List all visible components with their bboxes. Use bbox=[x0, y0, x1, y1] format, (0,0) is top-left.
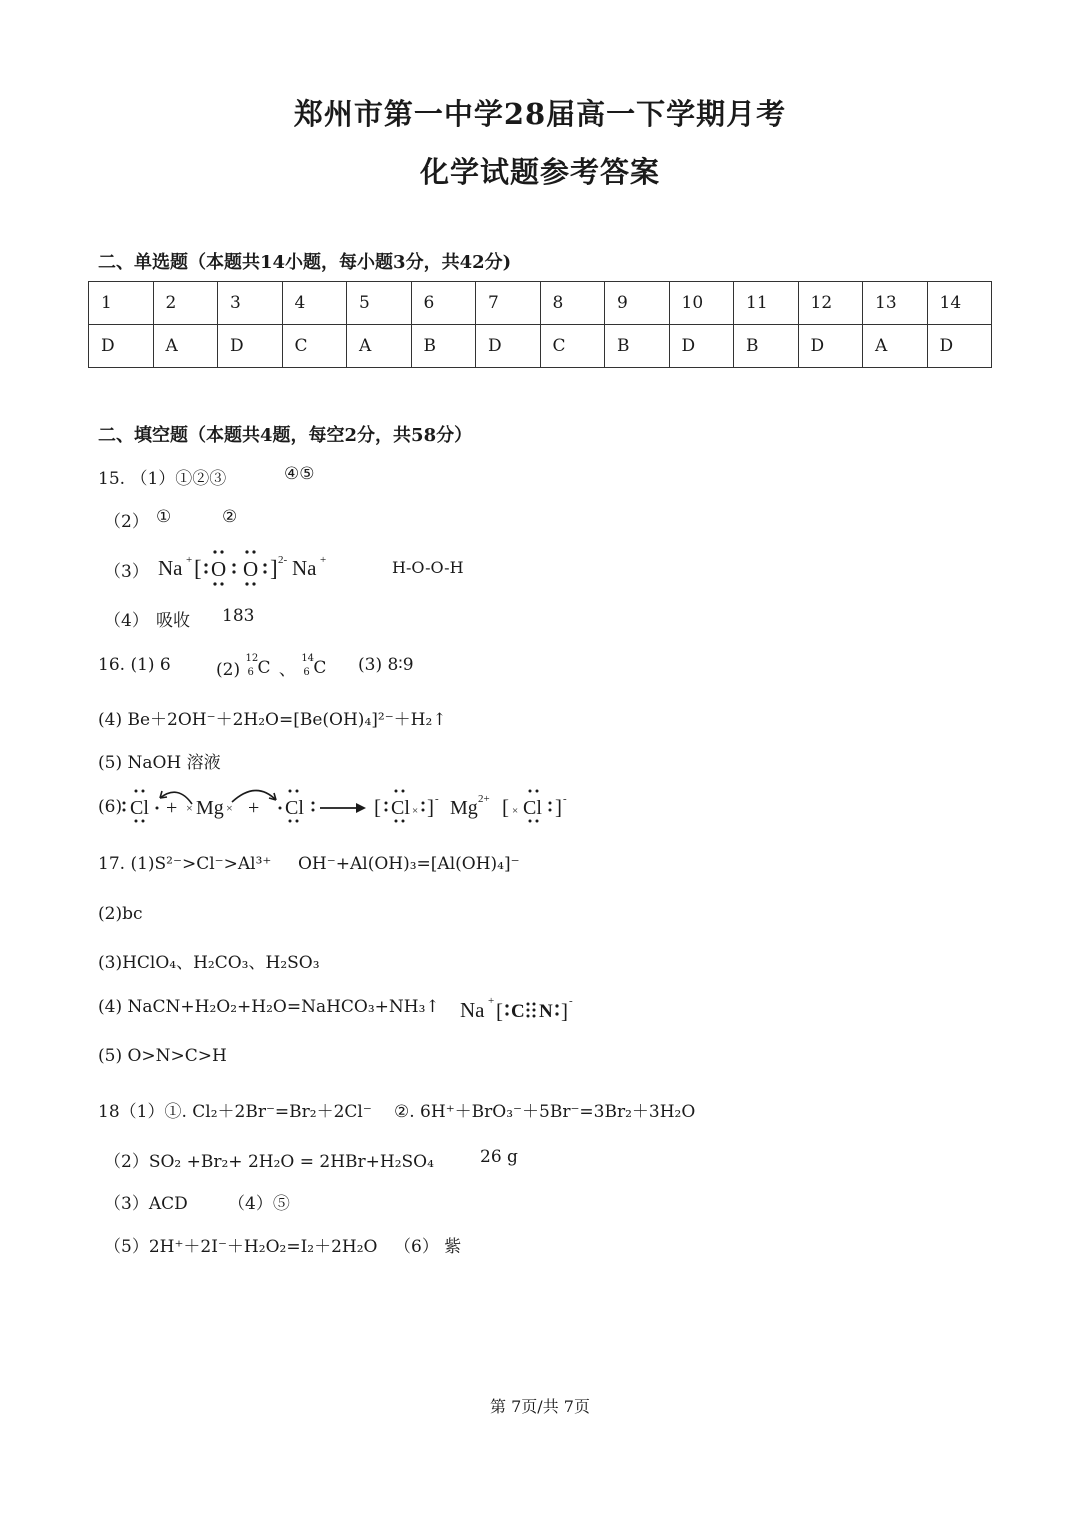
svg-text:+: + bbox=[166, 797, 178, 819]
svg-text:Na: Na bbox=[460, 998, 485, 1022]
q18-1-answer-a: 18（1）①. Cl₂＋2Br⁻=Br₂＋2Cl⁻ bbox=[98, 1102, 372, 1122]
svg-text:Na: Na bbox=[292, 556, 317, 580]
q18-4-answer: （4）⑤ bbox=[228, 1194, 290, 1214]
q17-4-answer: (4) NaCN+H₂O₂+H₂O=NaHCO₃+NH₃↑ bbox=[98, 997, 440, 1017]
table-cell-answer: D bbox=[798, 325, 863, 368]
q16-6-label: (6) bbox=[98, 797, 123, 817]
svg-text:×: × bbox=[512, 805, 519, 817]
q15-4-answer-a: 吸收 bbox=[156, 611, 190, 631]
q17-5-answer: (5) O>N>C>H bbox=[98, 1046, 227, 1066]
q17-2-answer: (2)bc bbox=[98, 904, 143, 924]
q15-3-answer-b: H-O-O-H bbox=[392, 558, 464, 577]
svg-text:[: [ bbox=[374, 795, 381, 819]
section-heading-mc: 二、单选题（本题共14小题，每小题3分，共42分) bbox=[98, 252, 512, 273]
svg-text:×: × bbox=[226, 801, 233, 815]
page-footer: 第 7页/共 7页 bbox=[490, 1397, 590, 1416]
q15-1-answer-a: ①②③ bbox=[175, 469, 227, 489]
table-cell-number: 4 bbox=[282, 282, 347, 325]
q15-3-label: （3） bbox=[104, 562, 149, 582]
carbon-14-isotope: 14 6 C bbox=[301, 653, 327, 678]
q15-2-label: （2） bbox=[104, 512, 149, 532]
q15-2-answer-b: ② bbox=[222, 507, 238, 527]
svg-text:-: - bbox=[569, 995, 573, 1007]
q17-1-answer-b: OH⁻+Al(OH)₃=[Al(OH)₄]⁻ bbox=[298, 854, 520, 874]
q15-label: 15. （1） bbox=[98, 469, 176, 489]
table-cell-number: 1 bbox=[89, 282, 154, 325]
sodium-peroxide-electron-formula bbox=[156, 541, 346, 591]
q18-2-answer-a: （2）SO₂ +Br₂+ 2H₂O = 2HBr+H₂SO₄ bbox=[104, 1152, 434, 1172]
table-cell-number: 6 bbox=[411, 282, 476, 325]
table-cell-answer: D bbox=[476, 325, 541, 368]
q16-2-answer: (2) 12 6 C 、 14 6 C bbox=[216, 655, 329, 680]
q16-4-answer: (4) Be＋2OH⁻＋2H₂O=[Be(OH)₄]²⁻＋H₂↑ bbox=[98, 710, 447, 730]
answer-table bbox=[88, 281, 992, 368]
table-cell-number: 7 bbox=[476, 282, 541, 325]
svg-text:+: + bbox=[488, 995, 495, 1007]
svg-text:+: + bbox=[186, 554, 193, 566]
svg-text:O: O bbox=[243, 557, 259, 581]
svg-text:×: × bbox=[412, 805, 419, 817]
table-cell-number: 8 bbox=[540, 282, 605, 325]
sodium-cyanide-electron-formula bbox=[458, 990, 588, 1026]
svg-text:Na: Na bbox=[158, 556, 183, 580]
table-cell-answer: B bbox=[605, 325, 670, 368]
table-cell-number: 2 bbox=[153, 282, 218, 325]
svg-text:Cl: Cl bbox=[285, 797, 304, 819]
table-cell-number: 12 bbox=[798, 282, 863, 325]
q15-4-label: （4） bbox=[104, 611, 149, 631]
table-cell-answer: C bbox=[282, 325, 347, 368]
table-cell-answer: A bbox=[863, 325, 928, 368]
svg-text:2-: 2- bbox=[278, 554, 288, 566]
table-row-numbers bbox=[89, 282, 992, 325]
table-cell-answer: D bbox=[669, 325, 734, 368]
table-cell-number: 5 bbox=[347, 282, 412, 325]
q15-4-answer-b: 183 bbox=[222, 606, 255, 626]
svg-text:Cl: Cl bbox=[523, 797, 542, 819]
table-cell-number: 14 bbox=[927, 282, 992, 325]
svg-text:Cl: Cl bbox=[130, 797, 149, 819]
svg-text:Mg: Mg bbox=[196, 797, 224, 819]
q17-3-answer: (3)HClO₄、H₂CO₃、H₂SO₃ bbox=[98, 953, 320, 973]
q18-3-answer: （3）ACD bbox=[104, 1194, 188, 1214]
q15-line-1 bbox=[98, 464, 226, 489]
q16-3-answer: (3) 8∶9 bbox=[358, 655, 414, 675]
table-cell-number: 3 bbox=[218, 282, 283, 325]
q18-6-answer: （6） 紫 bbox=[394, 1237, 462, 1257]
table-cell-answer: D bbox=[89, 325, 154, 368]
table-cell-answer: D bbox=[927, 325, 992, 368]
svg-text:O: O bbox=[211, 557, 227, 581]
svg-text:]: ] bbox=[270, 556, 278, 581]
svg-text:2+: 2+ bbox=[478, 793, 490, 805]
q16-5-answer: (5) NaOH 溶液 bbox=[98, 753, 221, 773]
svg-text:]: ] bbox=[561, 999, 568, 1023]
table-cell-number: 13 bbox=[863, 282, 928, 325]
q16-1-answer: 16. (1) 6 bbox=[98, 655, 171, 675]
svg-text:-: - bbox=[563, 793, 567, 805]
svg-text:+: + bbox=[248, 797, 260, 819]
svg-text:-: - bbox=[435, 793, 439, 805]
svg-text:[: [ bbox=[194, 556, 202, 581]
q18-2-answer-b: 26 g bbox=[480, 1147, 518, 1167]
table-row-answers bbox=[89, 325, 992, 368]
svg-text:Mg: Mg bbox=[450, 797, 478, 819]
q15-2-answer-a: ① bbox=[156, 507, 172, 527]
table-cell-answer: B bbox=[734, 325, 799, 368]
svg-text:]: ] bbox=[427, 795, 434, 819]
mgcl2-formation-diagram bbox=[120, 778, 590, 830]
q16-2-label: (2) bbox=[216, 660, 241, 680]
q18-1-answer-b: ②. 6H⁺＋BrO₃⁻＋5Br⁻=3Br₂＋3H₂O bbox=[394, 1102, 696, 1122]
svg-text:C: C bbox=[511, 1001, 525, 1022]
svg-text:Cl: Cl bbox=[391, 797, 410, 819]
svg-text:]: ] bbox=[555, 795, 562, 819]
table-cell-answer: A bbox=[153, 325, 218, 368]
svg-text:×: × bbox=[186, 801, 193, 815]
table-cell-answer: D bbox=[218, 325, 283, 368]
table-cell-number: 9 bbox=[605, 282, 670, 325]
page-title: 郑州市第一中学28届高一下学期月考 bbox=[293, 97, 787, 131]
table-cell-number: 11 bbox=[734, 282, 799, 325]
svg-text:+: + bbox=[320, 554, 327, 566]
carbon-12-isotope: 12 6 C bbox=[245, 653, 271, 678]
page-subtitle: 化学试题参考答案 bbox=[419, 155, 660, 189]
svg-text:[: [ bbox=[496, 999, 503, 1023]
svg-text:N: N bbox=[539, 1001, 553, 1022]
section-heading-fill: 二、填空题（本题共4题，每空2分，共58分） bbox=[98, 425, 473, 446]
table-cell-answer: B bbox=[411, 325, 476, 368]
table-cell-answer: C bbox=[540, 325, 605, 368]
table-cell-number: 10 bbox=[669, 282, 734, 325]
q15-1-answer-b: ④⑤ bbox=[284, 464, 315, 484]
svg-text:[: [ bbox=[502, 795, 509, 819]
q18-5-answer: （5）2H⁺＋2I⁻＋H₂O₂=I₂＋2H₂O bbox=[104, 1237, 378, 1257]
q17-1-answer-a: 17. (1)S²⁻>Cl⁻>Al³⁺ bbox=[98, 854, 272, 874]
table-cell-answer: A bbox=[347, 325, 412, 368]
